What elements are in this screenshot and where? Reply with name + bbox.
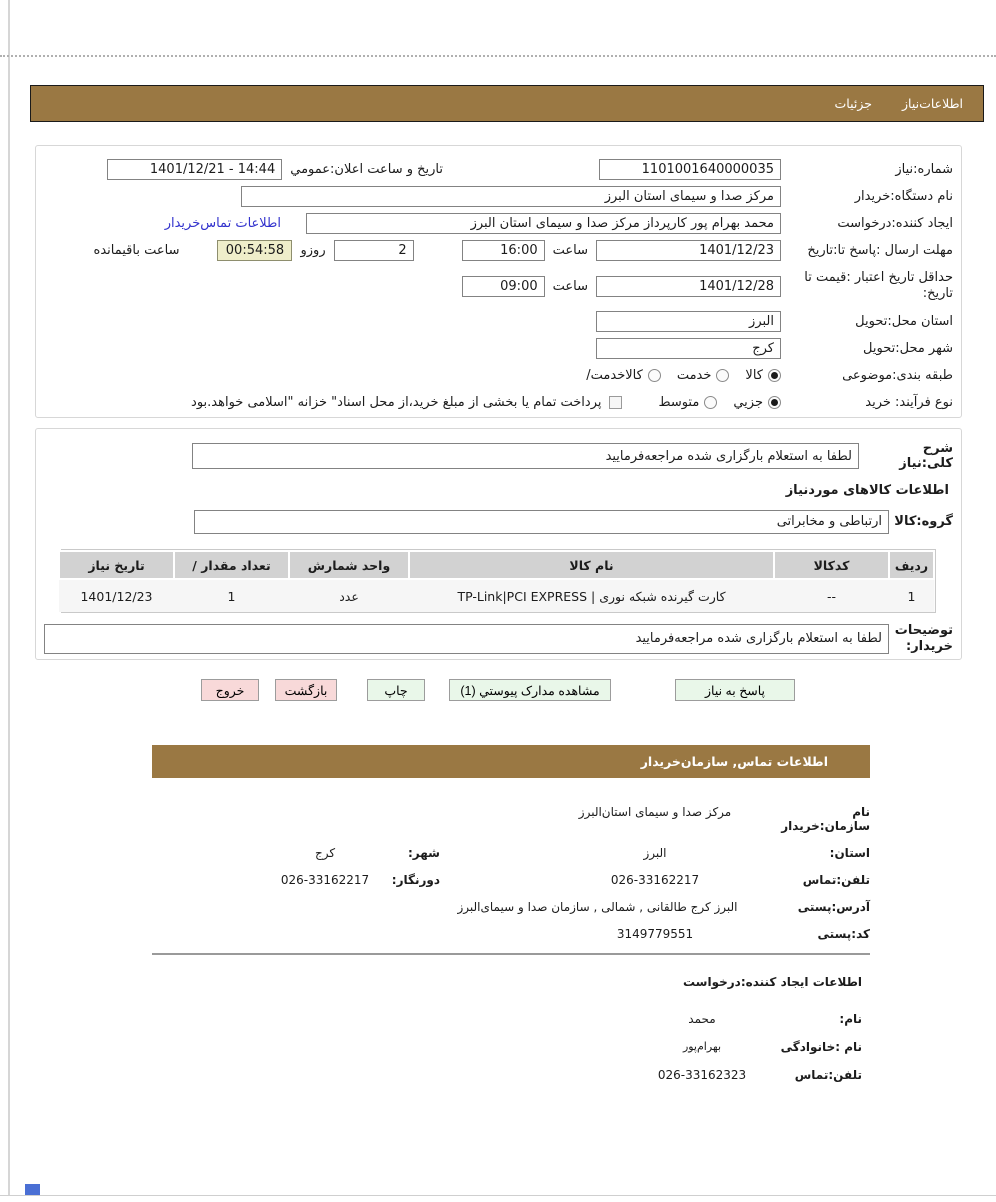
contact-province-city-row: [152, 846, 870, 860]
process-option-medium[interactable]: [658, 395, 717, 410]
cell-quantity: 1: [174, 579, 289, 612]
category-option-goods[interactable]: [745, 368, 781, 383]
print-button[interactable]: چاپ: [367, 679, 425, 701]
footer-blue-marker: [25, 1184, 40, 1195]
exit-button[interactable]: خروج: [201, 679, 259, 701]
buyer-contact-section: [152, 805, 870, 954]
first-name-label: نام:: [839, 1012, 862, 1026]
org-name-value: مرکز صدا و سیمای استان‌البرز: [578, 805, 732, 819]
buyer-org-label: نام دستگاه:خریدار: [854, 189, 953, 204]
page-bottom-border: [0, 1195, 996, 1196]
buyer-notes-field[interactable]: لطفا به استعلام بارگزاری شده مراجعه‌فرمایید: [44, 624, 889, 654]
need-description-field[interactable]: لطفا به استعلام بارگزاری شده مراجعه‌فرمایید: [192, 443, 859, 469]
table-row: [59, 579, 934, 612]
row-goods-group: [44, 508, 953, 535]
postal-code-value: 3149779551: [616, 927, 694, 941]
items-table-header-row: [59, 551, 934, 579]
tab-details[interactable]: جزئیات: [834, 96, 872, 111]
col-need-date: تاریخ نیاز: [59, 551, 174, 579]
remaining-days-field[interactable]: 2: [334, 240, 414, 261]
section-tabbar: [30, 85, 984, 122]
col-item-name: نام کالا: [409, 551, 774, 579]
contact-address-row: [152, 900, 870, 914]
process-option-small[interactable]: [733, 395, 781, 410]
creator-phone-row: [152, 1068, 862, 1082]
phone-label: تلفن:تماس: [802, 873, 870, 887]
category-option-goods-service-label: کالاخدمت/: [586, 368, 643, 383]
request-creator-field[interactable]: محمد بهرام پور کارپرداز مرکز صدا و سیمای استان البرز: [306, 213, 781, 234]
price-validity-hour-label: ساعت: [552, 278, 588, 294]
need-items-panel: [35, 428, 962, 660]
col-quantity: تعداد مقدار /: [174, 551, 289, 579]
items-table: [58, 550, 935, 612]
contact-org-row: [152, 805, 870, 833]
cell-row-number: 1: [889, 579, 934, 612]
row-delivery-province: [44, 308, 953, 335]
items-section-heading: اطلاعات کالاهای موردنیاز: [785, 483, 949, 498]
price-validity-date-field[interactable]: 1401/12/28: [596, 276, 781, 297]
row-purchase-process: [44, 389, 953, 416]
buyer-org-field[interactable]: مرکز صدا و سیمای استان البرز: [241, 186, 781, 207]
countdown-timer: 00:54:58: [217, 240, 292, 261]
tab-need-info[interactable]: اطلاعات‌نیاز: [901, 96, 963, 111]
need-summary-panel: [35, 145, 962, 418]
process-option-medium-label: متوسط: [658, 395, 700, 410]
row-delivery-city: [44, 335, 953, 362]
category-option-service-label: خدمت: [676, 368, 712, 383]
creator-last-name-row: [152, 1040, 862, 1054]
price-validity-label-line2: تاریخ:: [922, 286, 953, 301]
contact-section-divider: [152, 953, 870, 955]
reply-deadline-hour-label: ساعت: [552, 243, 588, 258]
province-value: البرز: [643, 846, 667, 860]
reply-deadline-label: مهلت ارسال :پاسخ تا:تاریخ: [807, 243, 953, 258]
col-unit: واحد شمارش: [289, 551, 409, 579]
fax-label: دورنگار:: [391, 873, 440, 887]
request-creator-section: [152, 1012, 862, 1096]
delivery-province-field[interactable]: البرز: [596, 311, 781, 332]
goods-group-label: گروه:کالا: [894, 514, 953, 529]
row-price-validity: [44, 264, 953, 308]
announce-datetime-label: تاریخ و ساعت اعلان:عمومي: [290, 162, 443, 177]
countdown-label: ساعت باقیمانده: [93, 243, 180, 258]
city-value: کرج: [314, 846, 336, 860]
postal-address-value: البرز کرج طالقانی , شمالی , سازمان صدا و سیمای‌البرز: [457, 900, 738, 914]
category-option-service[interactable]: [677, 368, 730, 383]
cell-item-code: --: [774, 579, 889, 612]
contact-postal-code-row: [152, 927, 870, 941]
treasury-payment-label: پرداخت تمام یا بخشی از مبلغ خرید،از محل اسناد" خزانه "اسلامی خواهد.بود: [191, 395, 602, 410]
contact-phone-fax-row: [152, 873, 870, 887]
buyer-notes-label-line2: خریدار:: [906, 638, 953, 654]
province-label: استان:: [829, 846, 870, 860]
postal-address-label: آدرس:پستی: [797, 900, 870, 914]
creator-phone-value: 026-33162323: [657, 1068, 747, 1082]
col-row-number: ردیف: [889, 551, 934, 579]
delivery-city-label: شهر محل:تحویل: [863, 341, 953, 356]
cell-item-name: کارت گیرنده شبکه نوری | TP-Link|PCI EXPRESS: [409, 579, 774, 612]
radio-icon[interactable]: [716, 369, 729, 382]
reply-to-need-button[interactable]: پاسخ به نیاز: [675, 679, 795, 701]
category-option-goods-label: کالا: [745, 368, 763, 383]
reply-deadline-date-field[interactable]: 1401/12/23: [596, 240, 781, 261]
row-request-creator: [44, 210, 953, 237]
city-label: شهر:: [408, 846, 440, 860]
buyer-notes-label: [889, 623, 953, 654]
buyer-notes-label-line1: توضیحات: [894, 623, 953, 638]
process-option-small-label: جزیي: [733, 395, 763, 410]
row-need-number: [44, 156, 953, 183]
purchase-process-label: نوع فرآیند: خرید: [865, 395, 953, 410]
back-button[interactable]: بازگشت: [275, 679, 337, 701]
top-dotted-divider: [0, 55, 996, 57]
buyer-contact-header: اطلاعات تماس, سازمان‌خریدار: [152, 745, 870, 778]
page-left-border: [8, 0, 10, 1196]
radio-icon[interactable]: [648, 369, 661, 382]
category-option-goods-service[interactable]: [586, 368, 661, 383]
col-item-code: کدکالا: [774, 551, 889, 579]
announce-datetime-field[interactable]: 1401/12/21 - 14:44: [107, 159, 282, 180]
radio-selected-icon[interactable]: [768, 396, 781, 409]
price-validity-time-field[interactable]: 09:00: [462, 276, 545, 297]
row-reply-deadline: [44, 237, 953, 264]
price-validity-label: [781, 270, 953, 301]
need-number-field[interactable]: 1101001640000035: [599, 159, 781, 180]
items-table-wrapper: [61, 549, 936, 613]
view-attachments-button[interactable]: مشاهده مدارک پیوستي (1): [449, 679, 611, 701]
first-name-value: محمد: [688, 1012, 716, 1026]
cell-unit: عدد: [289, 579, 409, 612]
row-buyer-notes: [44, 623, 953, 654]
price-validity-label-line1: حداقل تاریخ اعتبار :قیمت تا: [804, 270, 953, 286]
need-number-label: شماره:نیاز: [895, 162, 953, 177]
cell-need-date: 1401/12/23: [59, 579, 174, 612]
goods-group-field[interactable]: ارتباطی و مخابراتی: [194, 510, 889, 534]
postal-code-label: کد:پستی: [817, 927, 870, 941]
last-name-label: نام :خانوادگی: [780, 1040, 862, 1054]
creator-first-name-row: [152, 1012, 862, 1026]
radio-selected-icon[interactable]: [768, 369, 781, 382]
delivery-city-field[interactable]: کرج: [596, 338, 781, 359]
need-description-label: شرح کلی:نیاز: [899, 441, 953, 471]
last-name-value: بهرام‌پور: [682, 1040, 722, 1053]
request-creator-label: ایجاد کننده:درخواست: [837, 216, 953, 231]
fax-value: 026-33162217: [280, 873, 370, 887]
subject-category-label: طبقه بندی:موضوعی: [842, 368, 953, 383]
row-need-description: [44, 441, 953, 471]
creator-phone-label: تلفن:تماس: [794, 1068, 862, 1082]
request-creator-heading: اطلاعات ایجاد کننده:درخواست: [682, 975, 862, 989]
treasury-payment-checkbox[interactable]: [609, 396, 622, 409]
org-name-label: نام سازمان:خریدار: [781, 805, 870, 833]
remaining-days-label: روزو: [300, 243, 326, 258]
row-subject-category: [44, 362, 953, 389]
row-buyer-org: [44, 183, 953, 210]
radio-icon[interactable]: [704, 396, 717, 409]
action-buttons-row: [0, 679, 996, 701]
buyer-contact-link[interactable]: اطلاعات تماس‌خریدار: [164, 216, 281, 231]
delivery-province-label: استان محل:تحویل: [855, 314, 953, 329]
reply-deadline-time-field[interactable]: 16:00: [462, 240, 545, 261]
phone-value: 026-33162217: [610, 873, 700, 887]
